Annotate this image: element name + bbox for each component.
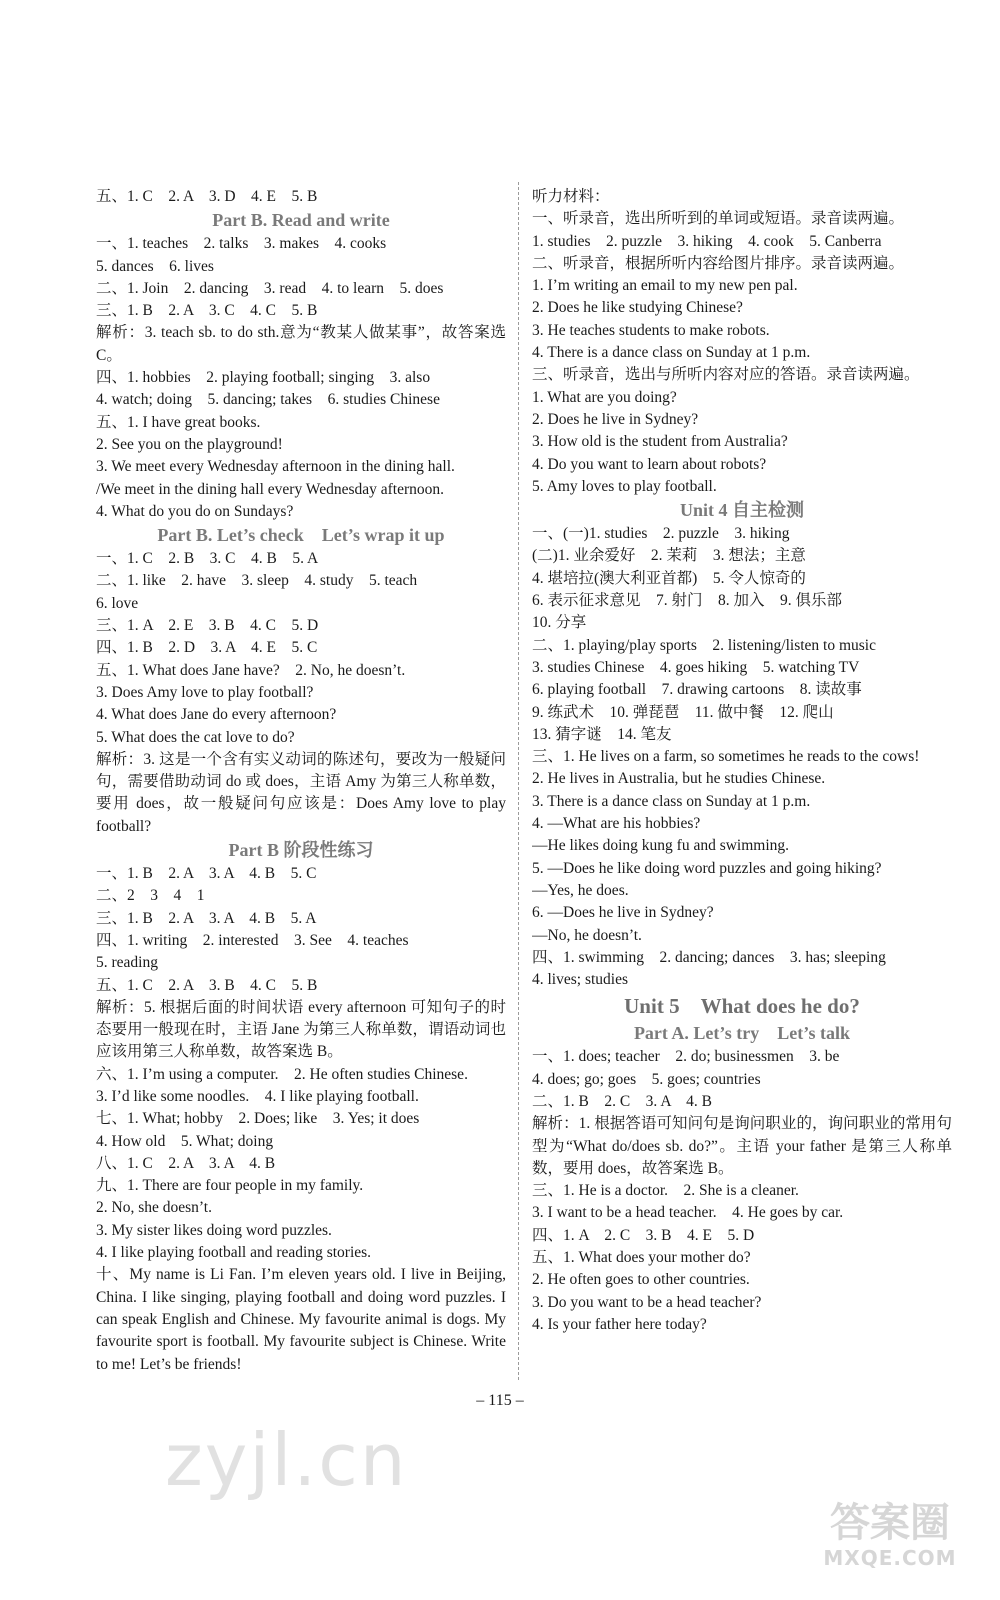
answer-line: 3. There is a dance class on Sunday at 1 p.m. — [532, 792, 811, 810]
answer-line: 1. I’m writing an email to my new pen pal. — [532, 277, 798, 295]
answer-line: 4. watch; doing 5. dancing; takes 6. studies Chinese — [96, 391, 440, 409]
answer-line: 2. He often goes to other countries. — [532, 1271, 750, 1289]
answer-line: 一、1. teaches 2. talks 3. makes 4. cooks — [96, 235, 387, 253]
answer-line: 四、1. hobbies 2. playing football; singing 3. also — [96, 369, 431, 387]
answer-line: 七、1. What; hobby 2. Does; like 3. Yes; it does — [96, 1110, 420, 1128]
answer-line: 4. How old 5. What; doing — [96, 1132, 274, 1150]
section-heading: Part B. Let’s check Let’s wrap it up — [157, 525, 445, 546]
answer-line: 1. studies 2. puzzle 3. hiking 4. cook 5. Canberra — [532, 232, 882, 250]
answer-line: 2. He lives in Australia, but he studies Chinese. — [532, 770, 826, 788]
answer-line: 一、(一)1. studies 2. puzzle 3. hiking — [532, 525, 790, 543]
answer-line: 3. I’d like some noodles. 4. I like playing football. — [96, 1087, 419, 1105]
answer-line: —No, he doesn’t. — [532, 926, 642, 944]
answer-line: 五、1. What does Jane have? 2. No, he doesn’t. — [96, 661, 406, 679]
answer-line: 3. Does Amy love to play football? — [96, 683, 314, 701]
answer-line: 二、1. playing/play sports 2. listening/listen to music — [532, 636, 876, 654]
answer-line: 一、听录音，选出所听到的单词或短语。录音读两遍。 — [532, 210, 905, 228]
answer-line: 二、1. like 2. have 3. sleep 4. study 5. teach — [96, 572, 418, 590]
answer-line: 八、1. C 2. A 3. A 4. B — [96, 1154, 276, 1172]
answer-line: 三、1. A 2. E 3. B 4. C 5. D — [96, 617, 319, 635]
answer-line: —He likes doing kung fu and swimming. — [532, 837, 790, 855]
answer-line: 4. lives; studies — [532, 971, 629, 989]
answer-line: 三、1. B 2. A 3. A 4. B 5. A — [96, 909, 317, 927]
section-heading: Part B. Read and write — [212, 210, 390, 231]
answer-line: 3. We meet every Wednesday afternoon in the dining hall. — [96, 458, 455, 476]
answer-paragraph: 解析：3. teach sb. to do sth.意为“教某人做某事”，故答案选 C。 — [96, 324, 506, 364]
answer-line: 一、1. does; teacher 2. do; businessmen 3. be — [532, 1048, 840, 1066]
answer-line: /We meet in the dining hall every Wednesday afternoon. — [96, 480, 445, 498]
answer-paragraph: 解析：5. 根据后面的时间状语 every afternoon 可知句子的时态要用一般现在时，主语 Jane 为第三人称单数，谓语动词也应该用第三人称单数，故答案选 B。 — [96, 998, 506, 1061]
answer-line: 4. does; go; goes 5. goes; countries — [532, 1070, 761, 1088]
answer-paragraph: 解析：3. 这是一个含有实义动词的陈述句，要改为一般疑问句，需要借助动词 do 或 does，主语 Amy 为第三人称单数，要用 does，故一般疑问句应该是：Does Amy love to play football? — [96, 750, 506, 835]
answer-line: 3. He teaches students to make robots. — [532, 321, 770, 339]
section-heading: Unit 4 自主检测 — [679, 500, 804, 521]
answer-line: 2. Does he live in Sydney? — [532, 410, 699, 428]
answer-line: 一、1. C 2. B 3. C 4. B 5. A — [96, 550, 319, 568]
answer-line: 5. —Does he like doing word puzzles and going hiking? — [532, 859, 882, 877]
answer-line: 4. What do you do on Sundays? — [96, 502, 294, 520]
answer-line: 5. Amy loves to play football. — [532, 477, 717, 495]
answer-line: 2. Does he like studying Chinese? — [532, 299, 743, 317]
answer-line: 4. Is your father here today? — [532, 1315, 707, 1333]
answer-line: 四、1. B 2. D 3. A 4. E 5. C — [96, 639, 318, 657]
answer-line: 6. playing football 7. drawing cartoons 8. 读故事 — [532, 681, 862, 699]
watermark-mxqe-cn: 答案圈 — [830, 1500, 950, 1546]
answer-line: 10. 分享 — [532, 614, 587, 632]
answer-line: 3. How old is the student from Australia? — [532, 433, 788, 451]
answer-line: 6. 表示征求意见 7. 射门 8. 加入 9. 俱乐部 — [532, 592, 843, 610]
right-column — [532, 186, 952, 1336]
answer-line: —Yes, he does. — [532, 881, 629, 899]
watermark-zyjl: zyjl.cn — [165, 1418, 408, 1502]
answer-line: 6. —Does he live in Sydney? — [532, 904, 714, 922]
answer-line: 4. I like playing football and reading stories. — [96, 1244, 372, 1262]
unit-heading: Unit 5 What does he do? — [624, 994, 860, 1019]
answer-line: 二、1. B 2. C 3. A 4. B — [532, 1092, 712, 1110]
left-column — [96, 186, 506, 1376]
answer-line: 听力材料： — [532, 188, 610, 205]
answer-line: 四、1. swimming 2. dancing; dances 3. has; sleeping — [532, 948, 886, 966]
answer-line: 1. What are you doing? — [532, 388, 677, 406]
answer-line: 4. —What are his hobbies? — [532, 815, 701, 833]
answer-paragraph: 解析：1. 根据答语可知问句是询问职业的，询问职业的常用句型为“What do/does sb. do?”。主语 your father 是第三人称单数，要用 does，故答案选 B。 — [532, 1115, 952, 1177]
answer-paragraph: 三、1. He lives on a farm, so sometimes he reads to the cows! — [532, 748, 920, 766]
answer-line: 五、1. C 2. A 3. D 4. E 5. B — [96, 188, 318, 205]
answer-line: 二、听录音，根据所听内容给图片排序。录音读两遍。 — [532, 254, 905, 272]
answer-line: 6. love — [96, 594, 139, 612]
answer-line: 13. 猜字谜 14. 笔友 — [532, 725, 672, 743]
answer-line: 2. See you on the playground! — [96, 435, 283, 453]
answer-line: 2. No, she doesn’t. — [96, 1199, 212, 1217]
answer-line: 五、1. I have great books. — [96, 413, 261, 431]
answer-line: 4. 堪培拉(澳大利亚首都) 5. 令人惊奇的 — [532, 569, 806, 587]
answer-line: 三、1. He is a doctor. 2. She is a cleaner. — [532, 1182, 799, 1200]
answer-line: 三、听录音，选出与所听内容对应的答语。录音读两遍。 — [532, 366, 920, 384]
answer-line: 3. I want to be a head teacher. 4. He goes by car. — [532, 1204, 844, 1222]
answer-line: 五、1. C 2. A 3. B 4. C 5. B — [96, 976, 318, 994]
answer-line: 二、1. Join 2. dancing 3. read 4. to learn 5. does — [96, 279, 444, 297]
section-heading: Part A. Let’s try Let’s talk — [633, 1023, 851, 1044]
answer-line: 3. studies Chinese 4. goes hiking 5. watching TV — [532, 658, 860, 676]
answer-line: 3. My sister likes doing word puzzles. — [96, 1221, 332, 1239]
answer-line: 二、2 3 4 1 — [96, 887, 205, 905]
answer-line: 5. dances 6. lives — [96, 257, 214, 275]
watermark-mxqe — [800, 1500, 980, 1570]
answer-line: 四、1. writing 2. interested 3. See 4. teaches — [96, 931, 409, 949]
page-number: – 115 – — [476, 1392, 524, 1409]
answer-line: 4. Do you want to learn about robots? — [532, 455, 767, 473]
answer-line: 5. What does the cat love to do? — [96, 728, 295, 746]
answer-line: 9. 练武术 10. 弹琵琶 11. 做中餐 12. 爬山 — [532, 703, 834, 721]
answer-paragraph: 十、My name is Li Fan. I’m eleven years old. I live in Beijing, China. I like singing, playing football and doing word puzzles. I can speak English and Chinese. My favourite animal is dogs. My favourite sport is football. My favourite subject is Chinese. Write to me! Let’s be friends! — [96, 1266, 506, 1373]
answer-line: 3. Do you want to be a head teacher? — [532, 1293, 762, 1311]
answer-line: 4. There is a dance class on Sunday at 1 p.m. — [532, 344, 811, 362]
column-divider — [518, 182, 520, 1380]
answer-line: 5. reading — [96, 954, 158, 972]
answer-line: 四、1. A 2. C 3. B 4. E 5. D — [532, 1226, 755, 1244]
section-heading: Part B 阶段性练习 — [228, 840, 374, 861]
answer-line: 六、1. I’m using a computer. 2. He often studies Chinese. — [96, 1065, 468, 1083]
answer-line: (二)1. 业余爱好 2. 茉莉 3. 想法；主意 — [532, 547, 806, 565]
watermark-mxqe-en: MXQE.COM — [823, 1546, 957, 1570]
answer-line: 4. What does Jane do every afternoon? — [96, 706, 337, 724]
answer-line: 三、1. B 2. A 3. C 4. C 5. B — [96, 302, 318, 320]
answer-line: 一、1. B 2. A 3. A 4. B 5. C — [96, 865, 317, 883]
answer-line: 五、1. What does your mother do? — [532, 1249, 751, 1267]
answer-line: 九、1. There are four people in my family. — [96, 1177, 364, 1195]
